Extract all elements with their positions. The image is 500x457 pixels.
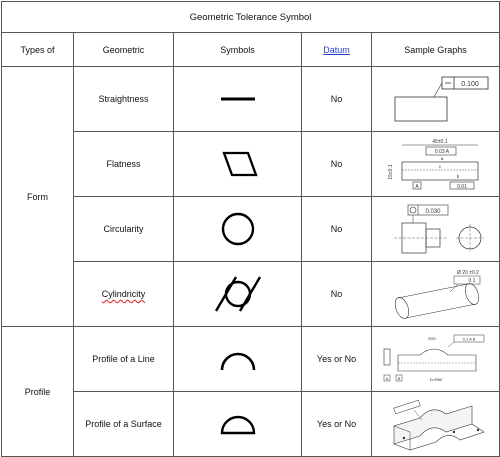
datum-cell: No [302, 197, 372, 262]
table-row [2, 262, 500, 327]
header-symbols: Symbols [174, 33, 302, 67]
symbol-cell [174, 327, 302, 392]
row-name: Flatness [74, 132, 174, 197]
svg-text:a: a [440, 156, 443, 161]
header-types: Types of [2, 33, 74, 67]
svg-text:c: c [438, 164, 441, 169]
sample-graph-cell [372, 132, 500, 197]
line-profile-icon [218, 344, 258, 374]
tolerance-table [1, 1, 500, 457]
cylindricity-graph [380, 266, 492, 322]
row-name: Circularity [74, 197, 174, 262]
sample-graph-cell [372, 67, 500, 132]
datum-link[interactable]: Datum [323, 44, 350, 55]
svg-text:0.01: 0.01 [456, 184, 467, 190]
header-sample-graphs: Sample Graphs [372, 33, 500, 67]
datum-cell: No [302, 262, 372, 327]
graph-tol-label: 0.03 A [434, 149, 449, 155]
row-name: Profile of a Line [74, 327, 174, 392]
symbol-cell [174, 67, 302, 132]
sample-graph-cell [372, 262, 500, 327]
header-datum [302, 33, 372, 67]
symbol-cell [174, 132, 302, 197]
graph-tol-label: 0.1 [468, 278, 476, 284]
symbol-cell [174, 392, 302, 457]
symbol-cell [174, 262, 302, 327]
datum-cell: No [302, 67, 372, 132]
datum-cell: No [302, 132, 372, 197]
datum-cell: Yes or No [302, 327, 372, 392]
cylindricity-icon [210, 273, 266, 315]
row-name: Cylindricity [74, 262, 174, 327]
straightness-graph [380, 71, 492, 127]
row-name: Straightness [74, 67, 174, 132]
svg-text:D=R60: D=R60 [429, 377, 442, 382]
flatness-icon [218, 150, 258, 178]
straightness-icon [218, 94, 258, 104]
svg-text:b: b [456, 174, 459, 179]
surface-profile-graph [380, 396, 492, 452]
type-form: Form [2, 67, 74, 327]
header-geometric: Geometric [74, 33, 174, 67]
surface-profile-icon [218, 411, 258, 437]
svg-text:A: A [414, 184, 419, 190]
sample-graph-cell [372, 197, 500, 262]
circularity-graph [380, 201, 492, 257]
table-row [2, 392, 500, 457]
row-name: Profile of a Surface [74, 392, 174, 457]
svg-text:R20: R20 [427, 336, 436, 341]
sample-graph-cell [372, 392, 500, 457]
symbol-cell [174, 197, 302, 262]
svg-text:B: B [397, 376, 400, 381]
graph-tol-label: 0.1 A B [462, 336, 475, 342]
svg-text:A: A [385, 376, 388, 381]
line-profile-graph [380, 331, 492, 387]
datum-cell: Yes or No [302, 392, 372, 457]
graph-tol-label: 0.030 [425, 209, 441, 215]
graph-dia-label: Ø 20 ±0.2 [456, 270, 479, 276]
graph-tol-label: 0.100 [460, 81, 479, 88]
table-row [2, 197, 500, 262]
flatness-graph [380, 136, 492, 192]
table-row [2, 327, 500, 392]
type-profile: Profile [2, 327, 74, 457]
sample-graph-cell [372, 327, 500, 392]
table-row [2, 132, 500, 197]
table-title: Geometric Tolerance Symbol [2, 2, 500, 33]
circularity-icon [218, 209, 258, 249]
table-row [2, 67, 500, 132]
graph-height-label: 15±0.1 [387, 164, 394, 180]
graph-dim-label: 45±0.1 [431, 139, 448, 145]
